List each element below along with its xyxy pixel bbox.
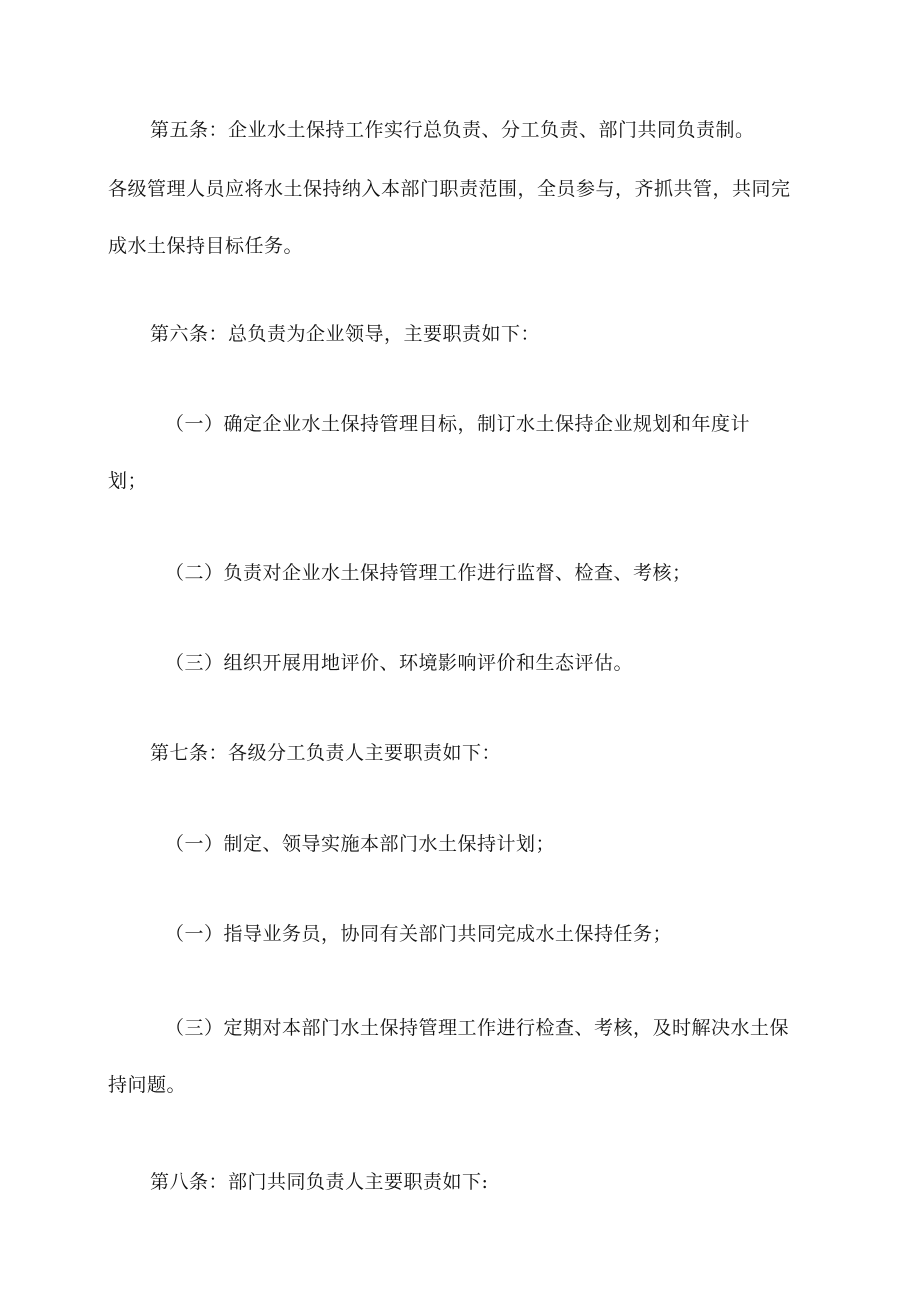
article5-line1: 第五条：企业水土保持工作实行总负责、分工负责、部门共同负责制。 <box>150 119 755 141</box>
article7-heading: 第七条：各级分工负责人主要职责如下： <box>150 742 502 764</box>
article6-item1-line2: 划； <box>108 470 148 492</box>
article7-item2: （一）指导业务员，协同有关部门共同完成水土保持任务； <box>165 923 673 945</box>
article7-item3-line1: （三）定期对本部门水土保持管理工作进行检查、考核，及时解决水土保 <box>165 1017 790 1039</box>
article6-item3: （三）组织开展用地评价、环境影响评价和生态评估。 <box>165 652 634 674</box>
article7-item3-line2: 持问题。 <box>108 1074 187 1096</box>
article6-heading: 第六条：总负责为企业领导，主要职责如下： <box>150 323 541 345</box>
article6-item2: （二）负责对企业水土保持管理工作进行监督、检查、考核； <box>165 562 692 584</box>
article8-heading: 第八条：部门共同负责人主要职责如下: <box>150 1171 489 1193</box>
article7-item1: （一）制定、领导实施本部门水土保持计划； <box>165 833 556 855</box>
article5-line3: 成水土保持目标任务。 <box>108 235 304 257</box>
article6-item1-line1: （一）确定企业水土保持管理目标，制订水土保持企业规划和年度计 <box>165 413 751 435</box>
article5-line2: 各级管理人员应将水土保持纳入本部门职责范围，全员参与，齐抓共管，共同完 <box>108 178 791 200</box>
